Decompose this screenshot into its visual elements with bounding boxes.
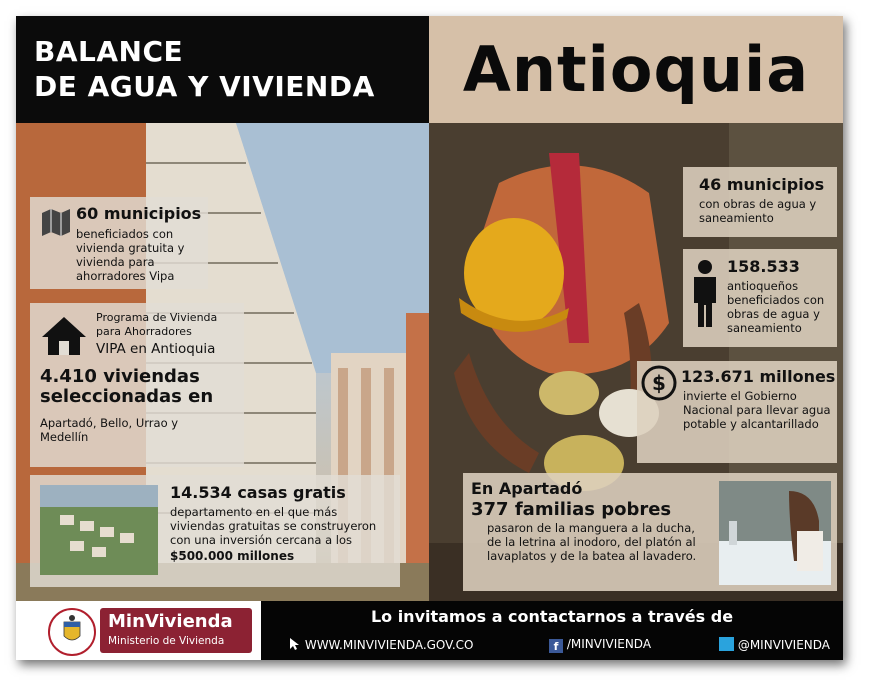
coat-of-arms-icon — [50, 610, 94, 654]
municipios-figure: 60 municipios — [76, 204, 202, 223]
web-link[interactable] — [289, 637, 473, 652]
brand-name: MinVivienda — [108, 611, 233, 632]
municipios-panel — [30, 197, 208, 289]
casas-panel — [30, 475, 400, 587]
dollar-coin-icon — [641, 365, 677, 401]
cursor-arrow-icon — [289, 637, 301, 651]
header-right — [429, 16, 843, 123]
vipa-title: VIPA en Antioquia — [96, 341, 216, 357]
title-line-1: BALANCE — [34, 35, 184, 68]
viviendas-figure: 4.410 viviendas seleccionadas en — [40, 366, 214, 407]
casas-amount: $500.000 millones — [170, 549, 295, 563]
web-url: WWW.MINVIVIENDA.GOV.CO — [304, 638, 474, 652]
svg-text:$: $ — [652, 371, 666, 395]
sink-photo — [719, 481, 831, 585]
casas-figure: 14.534 casas gratis — [170, 483, 346, 502]
inversion-figure: 123.671 millones — [681, 367, 836, 386]
facebook-link[interactable] — [549, 637, 651, 653]
obras-figure: 46 municipios — [699, 175, 825, 194]
inversion-panel — [637, 361, 837, 463]
region-title: Antioquia — [462, 33, 810, 106]
brand-subtitle: Ministerio de Vivienda — [108, 635, 225, 647]
obras-text: con obras de agua y saneamiento — [699, 197, 817, 225]
inversion-text: invierte el Gobierno Nacional para llevar agua potable y alcantarillado — [683, 389, 831, 431]
vipa-program: Programa de Vivienda para Ahorradores — [96, 311, 218, 338]
main-title — [34, 34, 375, 104]
footer-contact — [261, 601, 843, 660]
aerial-photo — [40, 485, 158, 575]
house-icon — [40, 315, 88, 357]
beneficiados-text: antioqueños beneficiados con obras de agua y saneamiento — [727, 279, 825, 335]
minvivienda-logo — [100, 608, 252, 653]
map-icon — [40, 207, 72, 237]
twitter-handle: @MINVIVIENDA — [737, 638, 830, 652]
apartado-title: En Apartadó — [471, 479, 583, 498]
municipios-text: beneficiados con vivienda gratuita y vivienda para ahorradores Vipa — [76, 227, 185, 283]
obras-panel — [683, 167, 837, 237]
footer-brand — [16, 601, 261, 660]
casas-text: departamento en el que más viviendas gratuitas se construyeron con una inversión cercana a los — [170, 505, 377, 547]
buildings-photo — [16, 123, 429, 601]
infographic — [16, 16, 843, 660]
facebook-icon: f — [549, 639, 563, 653]
beneficiados-figure: 158.533 — [727, 257, 800, 276]
header-left — [16, 16, 429, 123]
beneficiados-panel — [683, 249, 837, 347]
colombia-seal — [48, 608, 96, 656]
person-icon — [691, 259, 719, 329]
title-line-2: DE AGUA Y VIVIENDA — [34, 70, 375, 103]
contact-title: Lo invitamos a contactarnos a través de — [370, 607, 734, 626]
viviendas-places: Apartadó, Bello, Urrao y Medellín — [40, 416, 179, 444]
apartado-panel — [463, 473, 837, 591]
twitter-link[interactable] — [719, 637, 830, 652]
worker-photo — [429, 123, 843, 601]
apartado-figure: 377 familias pobres — [471, 499, 672, 520]
facebook-handle: /MINVIVIENDA — [566, 637, 652, 651]
apartado-text: pasaron de la manguera a la ducha, de la letrina al inodoro, del platón al lavaplatos y de la batea al lavadero. — [487, 521, 697, 563]
twitter-icon — [719, 637, 734, 651]
vipa-panel — [30, 303, 244, 467]
